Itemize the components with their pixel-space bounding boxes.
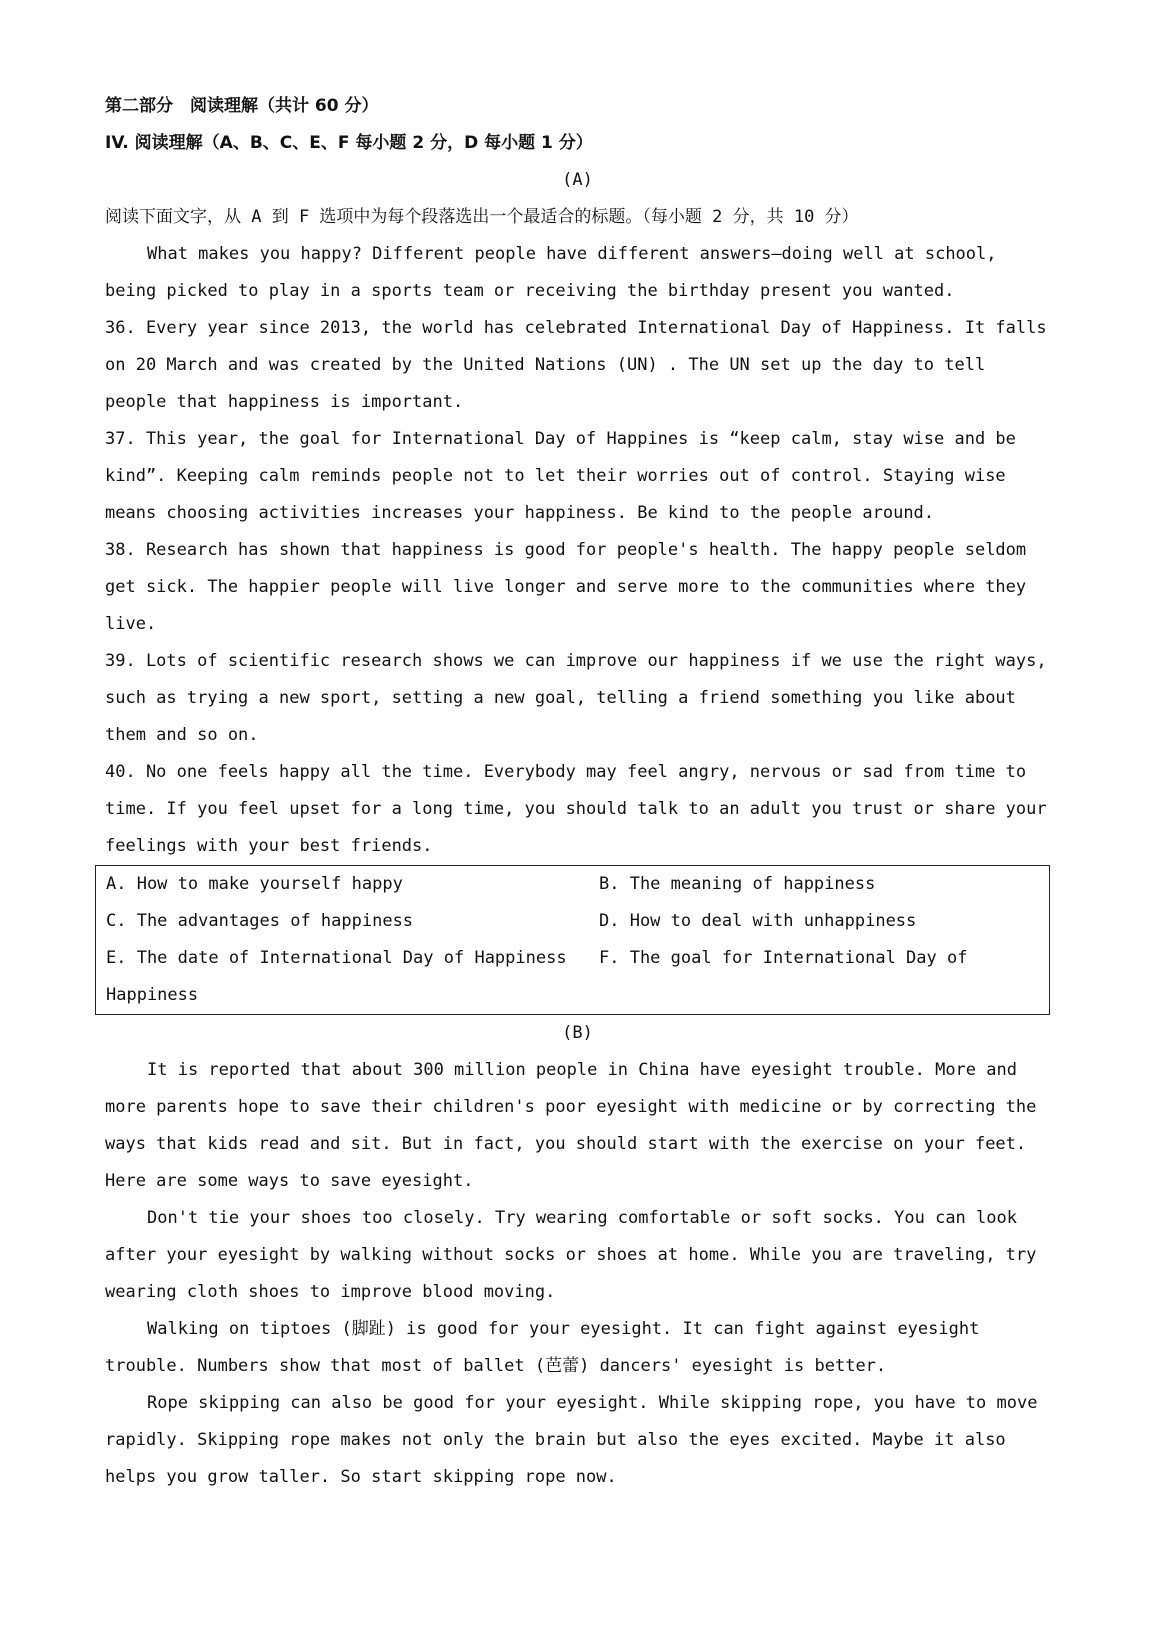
text-line: 37. This year, the goal for International Day of Happines is “keep calm, stay wise and be bbox=[105, 429, 1016, 449]
text-line: Don't tie your shoes too closely. Try wearing comfortable or soft socks. You can look bbox=[147, 1208, 1017, 1228]
passage-b-label: (B) bbox=[562, 1023, 593, 1043]
option-f-continued: Happiness bbox=[106, 985, 199, 1005]
text-line: people that happiness is important. bbox=[105, 392, 464, 412]
passage-b-paragraph-4 bbox=[105, 1385, 1050, 1496]
options-row bbox=[106, 977, 1049, 1014]
text-line: them and so on. bbox=[105, 725, 259, 745]
option-d: D. How to deal with unhappiness bbox=[599, 911, 917, 931]
option-c: C. The advantages of happiness bbox=[106, 911, 414, 931]
text-line: Here are some ways to save eyesight. bbox=[105, 1171, 474, 1191]
text-line: What makes you happy? Different people have different answers—doing well at school, bbox=[147, 244, 997, 264]
section-title: IV. 阅读理解（A、B、C、E、F 每小题 2 分，D 每小题 1 分） bbox=[105, 133, 593, 153]
exam-page bbox=[105, 88, 1050, 1496]
text-line: It is reported that about 300 million people in China have eyesight trouble. More and bbox=[147, 1060, 1017, 1080]
passage-b-paragraph-2 bbox=[105, 1200, 1050, 1311]
options-row bbox=[106, 903, 1049, 940]
text-line: kind”. Keeping calm reminds people not to let their worries out of control. Staying wise bbox=[105, 466, 1006, 486]
question-36 bbox=[105, 310, 1050, 421]
text-line: 36. Every year since 2013, the world has celebrated International Day of Happiness. It falls bbox=[105, 318, 1047, 338]
passage-a-intro bbox=[105, 236, 1050, 310]
text-line: time. If you feel upset for a long time, you should talk to an adult you trust or share your bbox=[105, 799, 1047, 819]
text-line: being picked to play in a sports team or receiving the birthday present you wanted. bbox=[105, 281, 955, 301]
text-line: rapidly. Skipping rope makes not only the brain but also the eyes excited. Maybe it also bbox=[105, 1430, 1006, 1450]
text-line: 38. Research has shown that happiness is good for people's health. The happy people seldom bbox=[105, 540, 1027, 560]
text-line: Rope skipping can also be good for your eyesight. While skipping rope, you have to move bbox=[147, 1393, 1038, 1413]
passage-b-paragraph-1 bbox=[105, 1052, 1050, 1200]
text-line: on 20 March and was created by the United Nations (UN) . The UN set up the day to tell bbox=[105, 355, 986, 375]
option-f: F. The goal for International Day of bbox=[599, 948, 968, 968]
text-line: such as trying a new sport, setting a new goal, telling a friend something you like about bbox=[105, 688, 1016, 708]
text-line: feelings with your best friends. bbox=[105, 836, 433, 856]
option-a: A. How to make yourself happy bbox=[106, 874, 403, 894]
option-e: E. The date of International Day of Happiness bbox=[106, 948, 567, 968]
passage-b-paragraph-3 bbox=[105, 1311, 1050, 1385]
text-line: Walking on tiptoes (脚趾) is good for your eyesight. It can fight against eyesight bbox=[147, 1319, 980, 1339]
question-39 bbox=[105, 643, 1050, 754]
text-line: trouble. Numbers show that most of ballet (芭蕾) dancers' eyesight is better. bbox=[105, 1356, 887, 1376]
text-line: 39. Lots of scientific research shows we can improve our happiness if we use the right ways, bbox=[105, 651, 1047, 671]
passage-a-label: (A) bbox=[562, 170, 593, 190]
options-row bbox=[106, 866, 1049, 903]
question-38 bbox=[105, 532, 1050, 643]
text-line: more parents hope to save their children's poor eyesight with medicine or by correcting the bbox=[105, 1097, 1037, 1117]
text-line: helps you grow taller. So start skipping rope now. bbox=[105, 1467, 617, 1487]
options-box bbox=[95, 865, 1050, 1015]
question-40 bbox=[105, 754, 1050, 865]
part-title: 第二部分 阅读理解（共计 60 分） bbox=[105, 96, 379, 116]
option-b: B. The meaning of happiness bbox=[599, 874, 876, 894]
options-row bbox=[106, 940, 1049, 977]
text-line: after your eyesight by walking without socks or shoes at home. While you are traveling, try bbox=[105, 1245, 1037, 1265]
text-line: live. bbox=[105, 614, 157, 634]
text-line: means choosing activities increases your happiness. Be kind to the people around. bbox=[105, 503, 935, 523]
passage-a-instruction: 阅读下面文字，从 A 到 F 选项中为每个段落选出一个最适合的标题。（每小题 2 分，共 10 分） bbox=[105, 207, 859, 227]
question-37 bbox=[105, 421, 1050, 532]
text-line: 40. No one feels happy all the time. Everybody may feel angry, nervous or sad from time to bbox=[105, 762, 1027, 782]
text-line: ways that kids read and sit. But in fact, you should start with the exercise on your feet. bbox=[105, 1134, 1027, 1154]
text-line: get sick. The happier people will live longer and serve more to the communities where they bbox=[105, 577, 1027, 597]
text-line: wearing cloth shoes to improve blood moving. bbox=[105, 1282, 556, 1302]
